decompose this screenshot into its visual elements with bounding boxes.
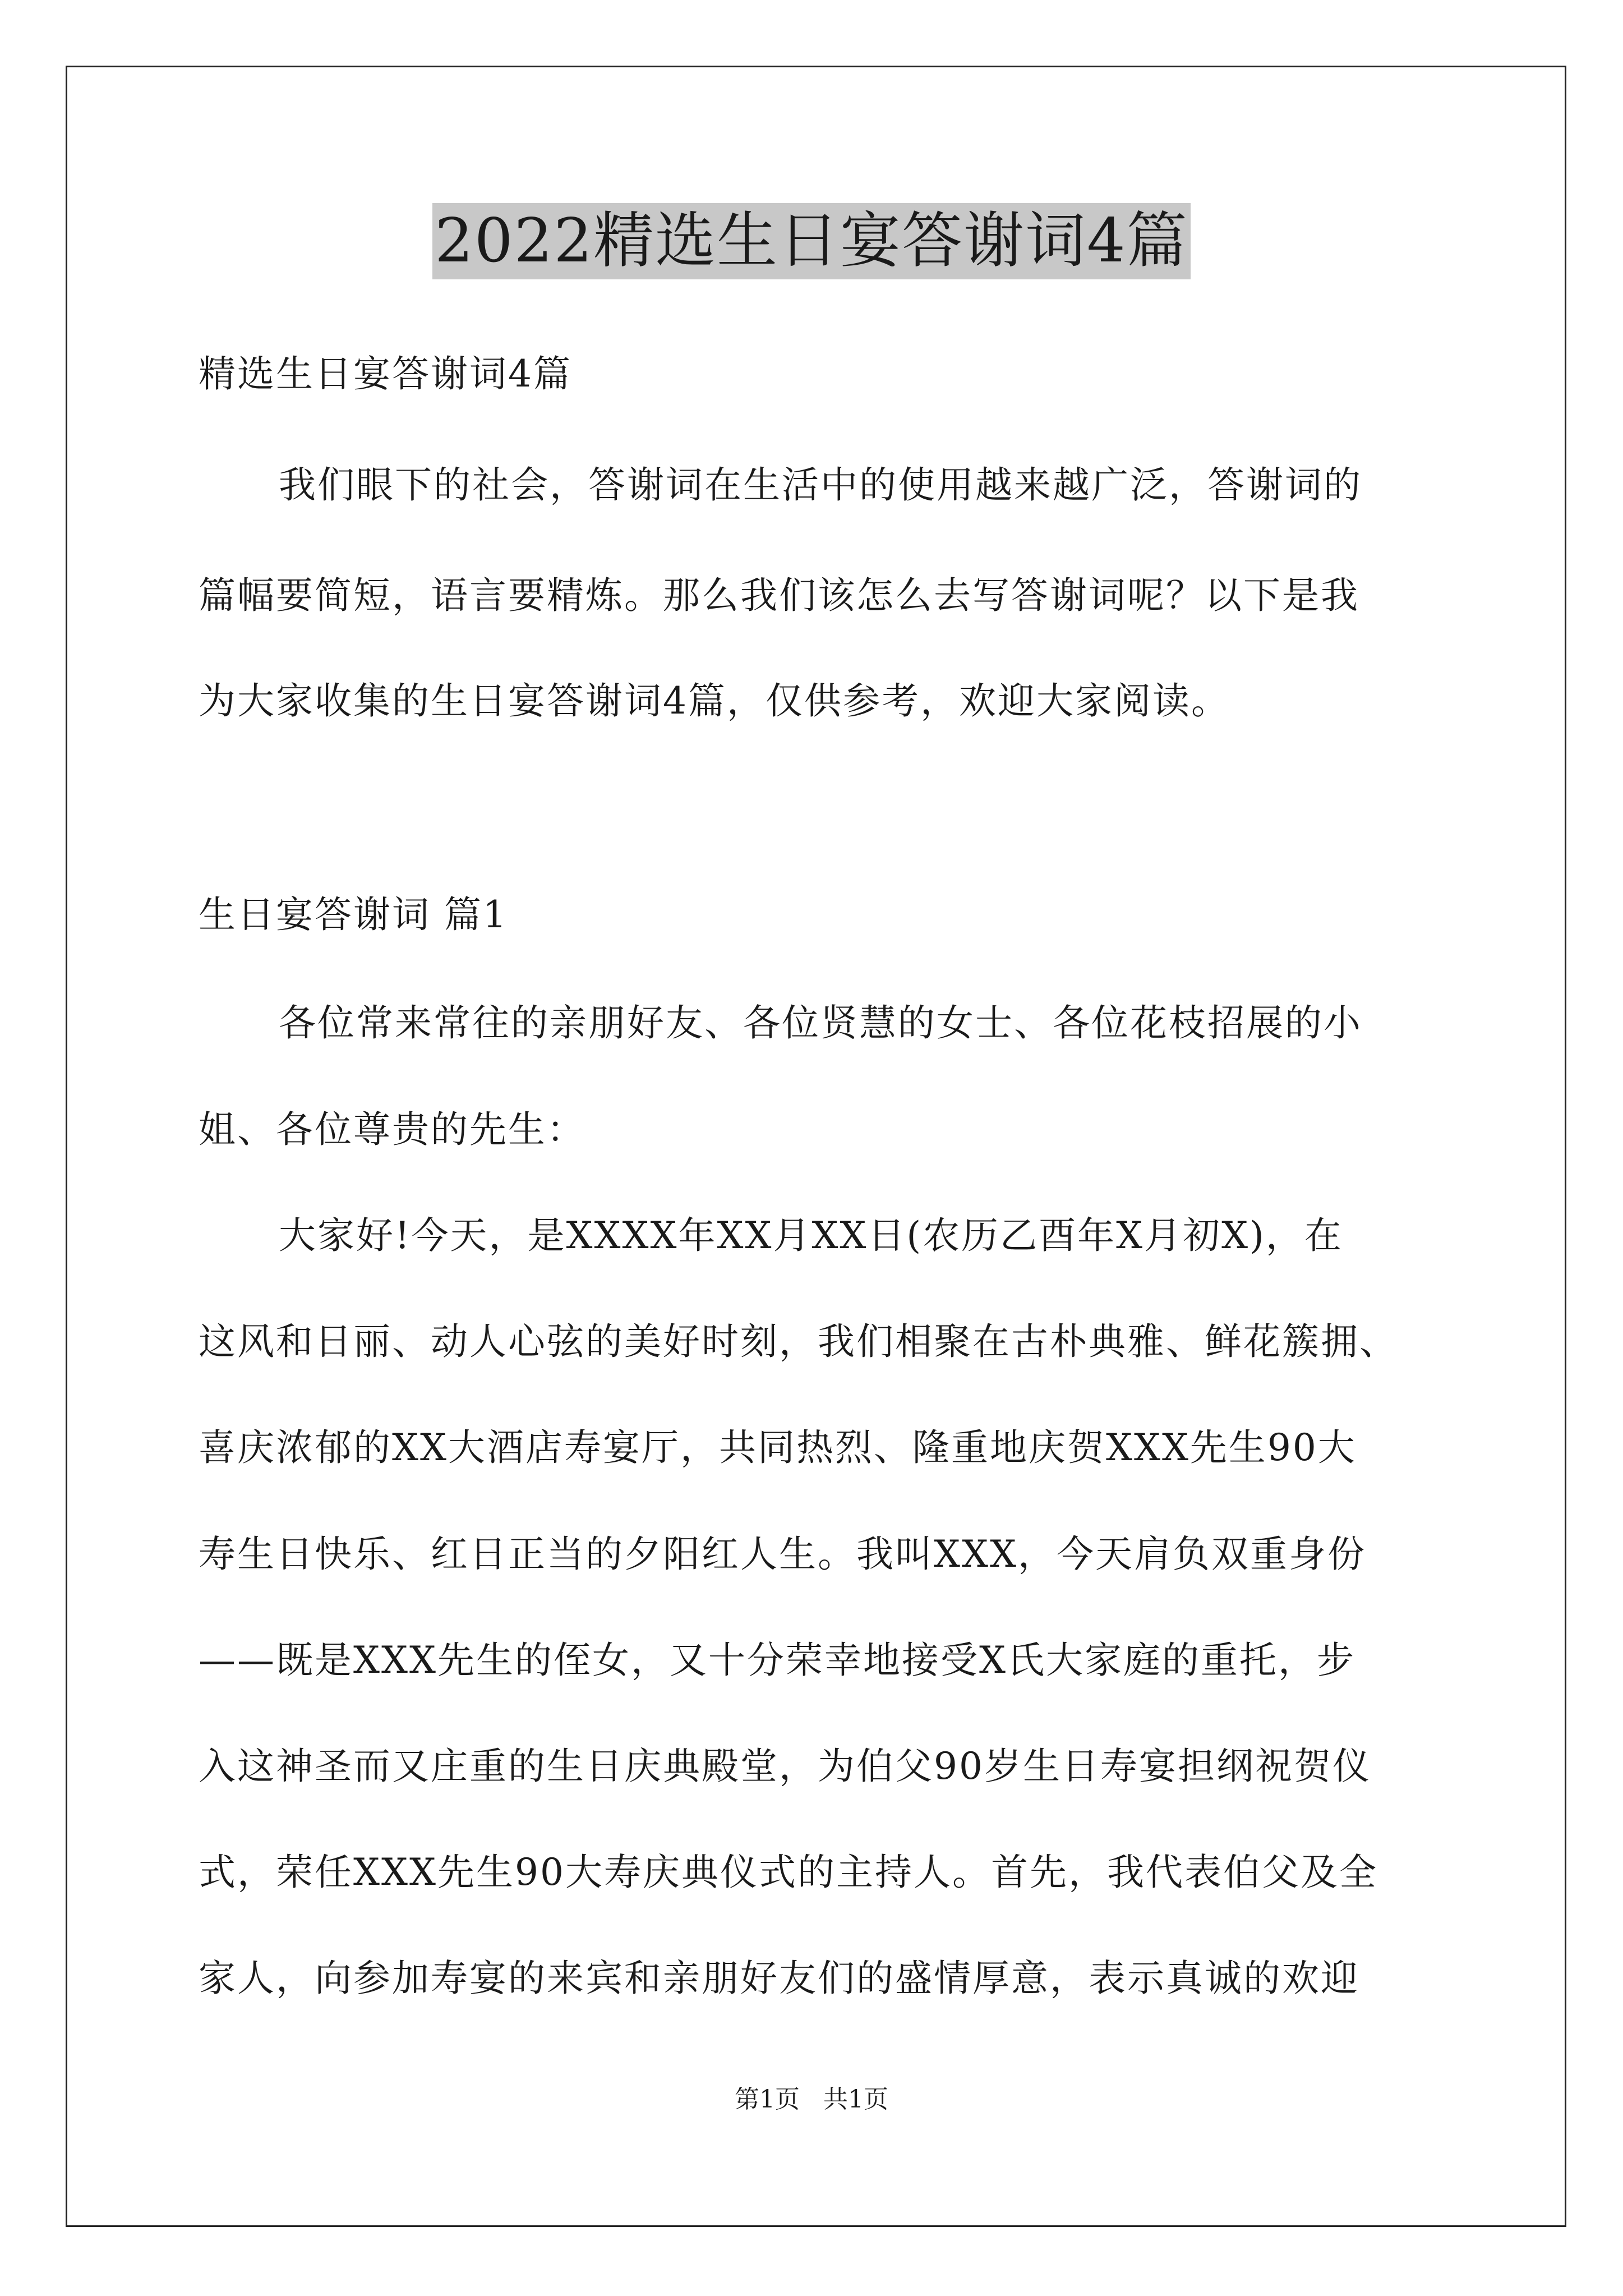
- intro-line-3: 为大家收集的生日宴答谢词4篇，仅供参考，欢迎大家阅读。: [199, 679, 1230, 723]
- salutation-line-1: 各位常来常往的亲朋好友、各位贤慧的女士、各位花枝招展的小: [279, 1001, 1362, 1045]
- intro-line-2: 篇幅要简短，语言要精炼。那么我们该怎么去写答谢词呢？以下是我: [199, 574, 1359, 617]
- section-heading: 生日宴答谢词 篇1: [199, 893, 508, 936]
- body-line-7: 式，荣任XXX先生90大寿庆典仪式的主持人。首先，我代表伯父及全: [199, 1851, 1378, 1894]
- intro-line-1: 我们眼下的社会，答谢词在生活中的使用越来越广泛，答谢词的: [279, 463, 1362, 507]
- document-subtitle: 精选生日宴答谢词4篇: [199, 352, 572, 395]
- body-line-6: 入这神圣而又庄重的生日庆典殿堂，为伯父90岁生日寿宴担纲祝贺仪: [199, 1745, 1371, 1788]
- body-line-2: 这风和日丽、动人心弦的美好时刻，我们相聚在古朴典雅、鲜花簇拥、: [199, 1320, 1398, 1363]
- salutation-line-2: 姐、各位尊贵的先生：: [199, 1108, 585, 1151]
- body-line-8: 家人，向参加寿宴的来宾和亲朋好友们的盛情厚意，表示真诚的欢迎: [199, 1957, 1359, 2000]
- page-footer: 第1页 共1页: [735, 2085, 888, 2114]
- document-title: 2022精选生日宴答谢词4篇: [432, 203, 1191, 279]
- body-line-3: 喜庆浓郁的XX大酒店寿宴厅，共同热烈、隆重地庆贺XXX先生90大: [199, 1426, 1357, 1469]
- body-line-1: 大家好!今天，是XXXX年XX月XX日(农历乙酉年X月初X)，在: [279, 1214, 1343, 1257]
- title-container: [0, 203, 1623, 279]
- body-line-5: ——既是XXX先生的侄女，又十分荣幸地接受X氏大家庭的重托，步: [199, 1639, 1355, 1682]
- body-line-4: 寿生日快乐、红日正当的夕阳红人生。我叫XXX，今天肩负双重身份: [199, 1533, 1366, 1576]
